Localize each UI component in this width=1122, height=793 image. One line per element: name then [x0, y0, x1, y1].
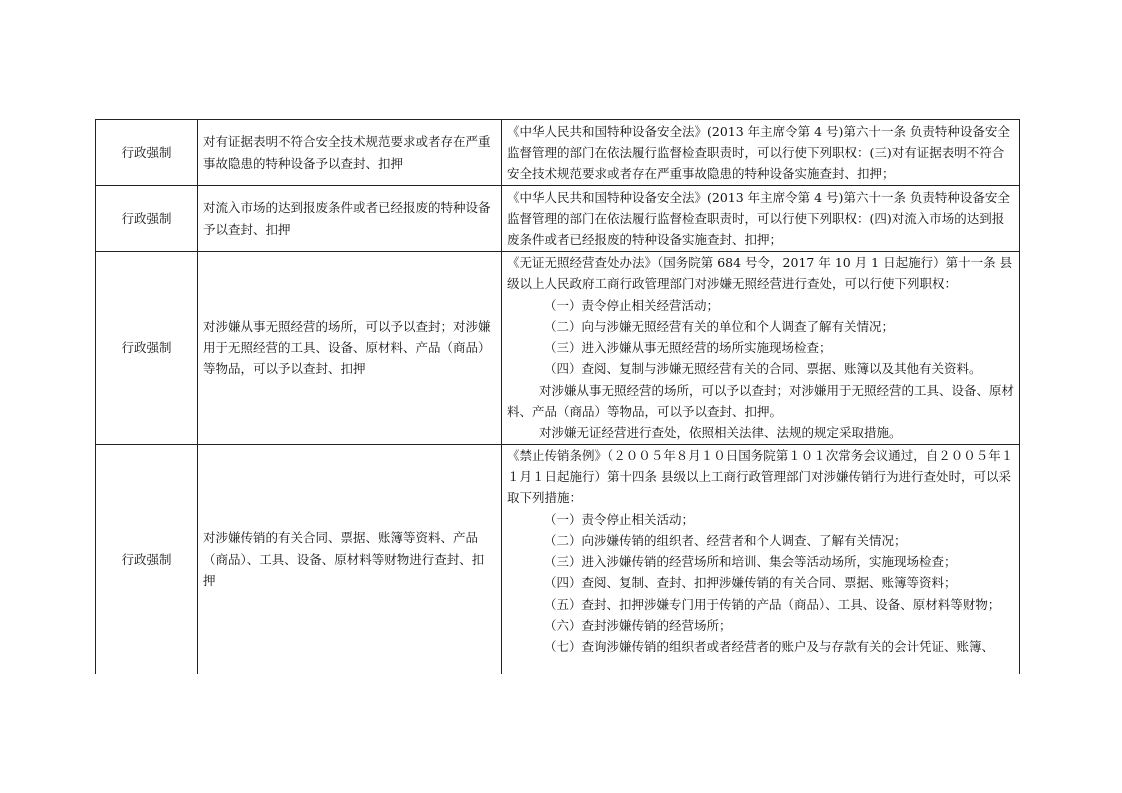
table-row [96, 252, 1020, 445]
type-cell: 行政强制 [96, 252, 198, 445]
table-row [96, 120, 1020, 186]
basis-clause: （一）责令停止相关经营活动； [544, 297, 720, 313]
basis-paragraph: 《无证无照经营查处办法》（国务院第 684 号令，2017 年 10 月 1 日起施行）第十一条 县级以上人民政府工商行政管理部门对涉嫌无照经营进行查处，可以行使下列职权： [507, 255, 1013, 292]
basis-paragraph: 《禁止传销条例》（２００５年８月１０日国务院第１０１次常务会议通过，自２００５年１１月１日起施行）第十四条 县级以上工商行政管理部门对涉嫌传销行为进行查处时，可以采取下列措施： [507, 447, 1014, 506]
basis-clause: （二）向与涉嫌无照经营有关的单位和个人调查了解有关情况； [544, 318, 895, 334]
basis-clause: （三）进入涉嫌从事无照经营的场所实施现场检查； [544, 340, 832, 356]
type-cell: 行政强制 [96, 120, 198, 186]
item-cell: 对涉嫌传销的有关合同、票据、账簿等资料、产品（商品）、工具、设备、原材料等财物进行查封、扣押 [198, 444, 502, 674]
basis-paragraph: 《中华人民共和国特种设备安全法》(2013 年主席令第 4 号)第六十一条 负责特种设备安全监督管理的部门在依法履行监督检查职责时，可以行使下列职权：(三)对有证据表明不符合安全技术规范要求或者存在严重事故隐患的特种设备实施查封、扣押； [507, 123, 1010, 182]
basis-paragraph: 《中华人民共和国特种设备安全法》(2013 年主席令第 4 号)第六十一条 负责特种设备安全监督管理的部门在依法履行监督检查职责时，可以行使下列职权：(四)对流入市场的达到报废条件或者已经报废的特种设备实施查封、扣押； [507, 189, 1010, 248]
basis-cell [502, 252, 1020, 445]
item-cell: 对流入市场的达到报废条件或者已经报废的特种设备予以查封、扣押 [198, 186, 502, 252]
item-cell: 对涉嫌从事无照经营的场所，可以予以查封；对涉嫌用于无照经营的工具、设备、原材料、产品（商品）等物品，可以予以查封、扣押 [198, 252, 502, 445]
basis-clause: （一）责令停止相关活动； [544, 511, 695, 527]
basis-paragraph: 对涉嫌从事无照经营的场所，可以予以查封；对涉嫌用于无照经营的工具、设备、原材料、产品（商品）等物品，可以予以查封、扣押。 [507, 382, 1015, 420]
basis-paragraph: 对涉嫌无证经营进行查处，依照相关法律、法规的规定采取措施。 [539, 425, 902, 441]
basis-cell [502, 444, 1020, 674]
table-row [96, 444, 1020, 674]
basis-clause: （二）向涉嫌传销的组织者、经营者和个人调查、了解有关情况； [544, 532, 907, 548]
basis-clause: （六）查封涉嫌传销的经营场所； [544, 618, 732, 634]
type-cell: 行政强制 [96, 444, 198, 674]
basis-clause: （四）查阅、复制、查封、扣押涉嫌传销的有关合同、票据、账簿等资料； [544, 575, 957, 591]
table-row [96, 186, 1020, 252]
basis-clause: （四）查阅、复制与涉嫌无照经营有关的合同、票据、账簿以及其他有关资料。 [544, 361, 982, 377]
type-cell: 行政强制 [96, 186, 198, 252]
basis-cell [502, 186, 1020, 252]
enforcement-table [95, 119, 1020, 674]
basis-clause: （五）查封、扣押涉嫌专门用于传销的产品（商品）、工具、设备、原材料等财物； [544, 596, 1001, 612]
item-cell: 对有证据表明不符合安全技术规范要求或者存在严重事故隐患的特种设备予以查封、扣押 [198, 120, 502, 186]
basis-clause: （七）查询涉嫌传销的组织者或者经营者的账户及与存款有关的会计凭证、账簿、 [544, 639, 995, 655]
document-page [95, 119, 1019, 674]
basis-cell [502, 120, 1020, 186]
basis-clause: （三）进入涉嫌传销的经营场所和培训、集会等活动场所，实施现场检查； [544, 554, 957, 570]
